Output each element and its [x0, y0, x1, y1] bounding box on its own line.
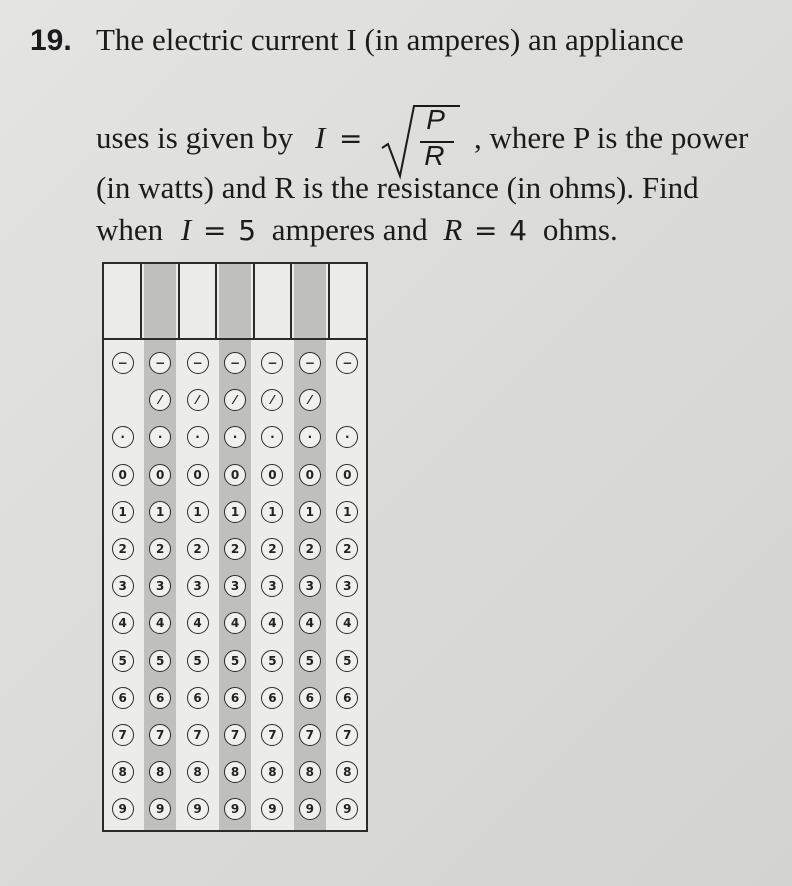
answer-bubble[interactable]: 4 [224, 612, 246, 634]
answer-bubble[interactable]: 6 [336, 687, 358, 709]
answer-bubble[interactable]: 9 [187, 798, 209, 820]
answer-bubble[interactable]: 3 [299, 575, 321, 597]
entry-box-divider [178, 264, 180, 338]
answer-bubble[interactable]: 8 [299, 761, 321, 783]
answer-bubble[interactable]: − [224, 352, 246, 374]
answer-bubble[interactable]: 2 [149, 538, 171, 560]
line4-middle: amperes and [271, 212, 428, 247]
answer-bubble[interactable]: 8 [261, 761, 283, 783]
answer-bubble[interactable]: 7 [261, 724, 283, 746]
answer-bubble[interactable]: 1 [187, 501, 209, 523]
given-r-value: 4 [509, 214, 528, 247]
answer-bubble[interactable]: ⁄ [187, 389, 209, 411]
answer-bubble[interactable]: ⁄ [299, 389, 321, 411]
answer-bubble[interactable]: 2 [299, 538, 321, 560]
answer-bubble[interactable]: 4 [336, 612, 358, 634]
answer-bubble[interactable]: · [187, 426, 209, 448]
answer-bubble[interactable]: 7 [336, 724, 358, 746]
entry-box-divider [328, 264, 330, 338]
answer-bubble[interactable]: 1 [149, 501, 171, 523]
answer-bubble[interactable]: 9 [299, 798, 321, 820]
answer-bubble[interactable]: · [149, 426, 171, 448]
answer-bubble[interactable]: 8 [149, 761, 171, 783]
fraction-numerator: P [426, 104, 445, 135]
answer-bubble[interactable]: 6 [224, 687, 246, 709]
answer-bubble[interactable]: − [187, 352, 209, 374]
answer-bubble[interactable]: 9 [224, 798, 246, 820]
answer-bubble[interactable]: 1 [336, 501, 358, 523]
answer-bubble[interactable]: 8 [224, 761, 246, 783]
answer-bubble[interactable]: 0 [336, 464, 358, 486]
answer-bubble[interactable]: 6 [112, 687, 134, 709]
answer-bubble[interactable]: 9 [261, 798, 283, 820]
answer-bubble[interactable]: ⁄ [149, 389, 171, 411]
question-line-3: (in watts) and R is the resistance (in ohms). Find [96, 170, 699, 205]
answer-bubble[interactable]: 0 [112, 464, 134, 486]
answer-bubble[interactable]: 6 [261, 687, 283, 709]
answer-bubble[interactable]: 4 [261, 612, 283, 634]
given-i-symbol: I [180, 212, 192, 247]
answer-bubble[interactable]: ⁄ [224, 389, 246, 411]
answer-bubble[interactable]: 8 [336, 761, 358, 783]
answer-bubble[interactable]: · [299, 426, 321, 448]
answer-bubble[interactable]: 5 [336, 650, 358, 672]
given-r-equals: = [474, 214, 498, 247]
answer-bubble[interactable]: 9 [112, 798, 134, 820]
answer-bubble[interactable]: 0 [224, 464, 246, 486]
answer-bubble[interactable]: 5 [299, 650, 321, 672]
question-line-2 [96, 102, 748, 180]
answer-bubble[interactable]: · [261, 426, 283, 448]
answer-bubble[interactable]: 0 [261, 464, 283, 486]
question-number: 19. [30, 24, 72, 57]
answer-bubble[interactable]: 7 [299, 724, 321, 746]
question-line-4 [96, 212, 618, 248]
answer-bubble[interactable]: 1 [261, 501, 283, 523]
answer-bubble[interactable]: 3 [149, 575, 171, 597]
square-root-fraction [380, 102, 462, 180]
answer-bubble[interactable]: 1 [224, 501, 246, 523]
answer-bubble[interactable]: 3 [224, 575, 246, 597]
answer-bubble[interactable]: 3 [112, 575, 134, 597]
answer-bubble[interactable]: 5 [261, 650, 283, 672]
entry-box-divider [253, 264, 255, 338]
answer-bubble[interactable]: 4 [299, 612, 321, 634]
answer-bubble[interactable]: − [336, 352, 358, 374]
answer-bubble[interactable]: 6 [299, 687, 321, 709]
answer-bubble[interactable]: 3 [187, 575, 209, 597]
answer-bubble[interactable]: 7 [224, 724, 246, 746]
formula-equals: = [339, 122, 363, 156]
answer-bubble[interactable]: 6 [187, 687, 209, 709]
line2-suffix: , where P is the power [473, 120, 749, 156]
answer-bubble[interactable]: · [224, 426, 246, 448]
answer-bubble[interactable]: − [261, 352, 283, 374]
answer-bubble[interactable]: 2 [187, 538, 209, 560]
answer-bubble[interactable]: 0 [187, 464, 209, 486]
answer-bubble[interactable]: 3 [261, 575, 283, 597]
answer-bubble[interactable]: − [112, 352, 134, 374]
answer-bubble[interactable]: 4 [187, 612, 209, 634]
answer-bubble[interactable]: 5 [112, 650, 134, 672]
answer-grid [102, 262, 368, 832]
answer-bubble[interactable]: 8 [187, 761, 209, 783]
entry-box-divider [215, 264, 217, 338]
answer-bubble[interactable]: 4 [112, 612, 134, 634]
given-i-equals: = [202, 214, 227, 247]
line4-prefix: when [96, 212, 164, 247]
answer-bubble[interactable]: 1 [299, 501, 321, 523]
line4-suffix: ohms. [542, 212, 618, 247]
answer-bubble[interactable]: 7 [187, 724, 209, 746]
answer-bubble[interactable]: 2 [112, 538, 134, 560]
given-r-symbol: R [443, 212, 463, 247]
answer-bubble[interactable]: 2 [336, 538, 358, 560]
answer-bubble[interactable]: 5 [187, 650, 209, 672]
answer-bubble[interactable]: 7 [112, 724, 134, 746]
answer-bubble[interactable]: 7 [149, 724, 171, 746]
answer-bubble[interactable]: − [299, 352, 321, 374]
entry-box-divider [140, 264, 142, 338]
answer-bubble[interactable]: 2 [224, 538, 246, 560]
answer-bubble[interactable]: 8 [112, 761, 134, 783]
answer-bubble[interactable]: 9 [149, 798, 171, 820]
answer-bubble[interactable]: 1 [112, 501, 134, 523]
line2-prefix: uses is given by [96, 120, 294, 156]
answer-bubble[interactable]: − [149, 352, 171, 374]
answer-bubble[interactable]: 3 [336, 575, 358, 597]
answer-bubble[interactable]: · [112, 426, 134, 448]
formula-lhs: I [314, 120, 326, 156]
entry-box-divider [290, 264, 292, 338]
answer-bubble[interactable]: ⁄ [261, 389, 283, 411]
answer-bubble[interactable]: 0 [149, 464, 171, 486]
answer-bubble[interactable]: · [336, 426, 358, 448]
answer-bubble[interactable]: 9 [336, 798, 358, 820]
question-line-1: The electric current I (in amperes) an appliance [96, 22, 684, 57]
fraction-denominator: R [424, 140, 445, 171]
radical-sign-icon [380, 102, 462, 180]
answer-bubble[interactable]: 2 [261, 538, 283, 560]
answer-bubble[interactable]: 5 [224, 650, 246, 672]
answer-bubble[interactable]: 5 [149, 650, 171, 672]
given-i-value: 5 [238, 214, 257, 247]
answer-bubble[interactable]: 6 [149, 687, 171, 709]
entry-box-bottom-border [104, 338, 366, 340]
answer-bubble[interactable]: 0 [299, 464, 321, 486]
answer-bubble[interactable]: 4 [149, 612, 171, 634]
